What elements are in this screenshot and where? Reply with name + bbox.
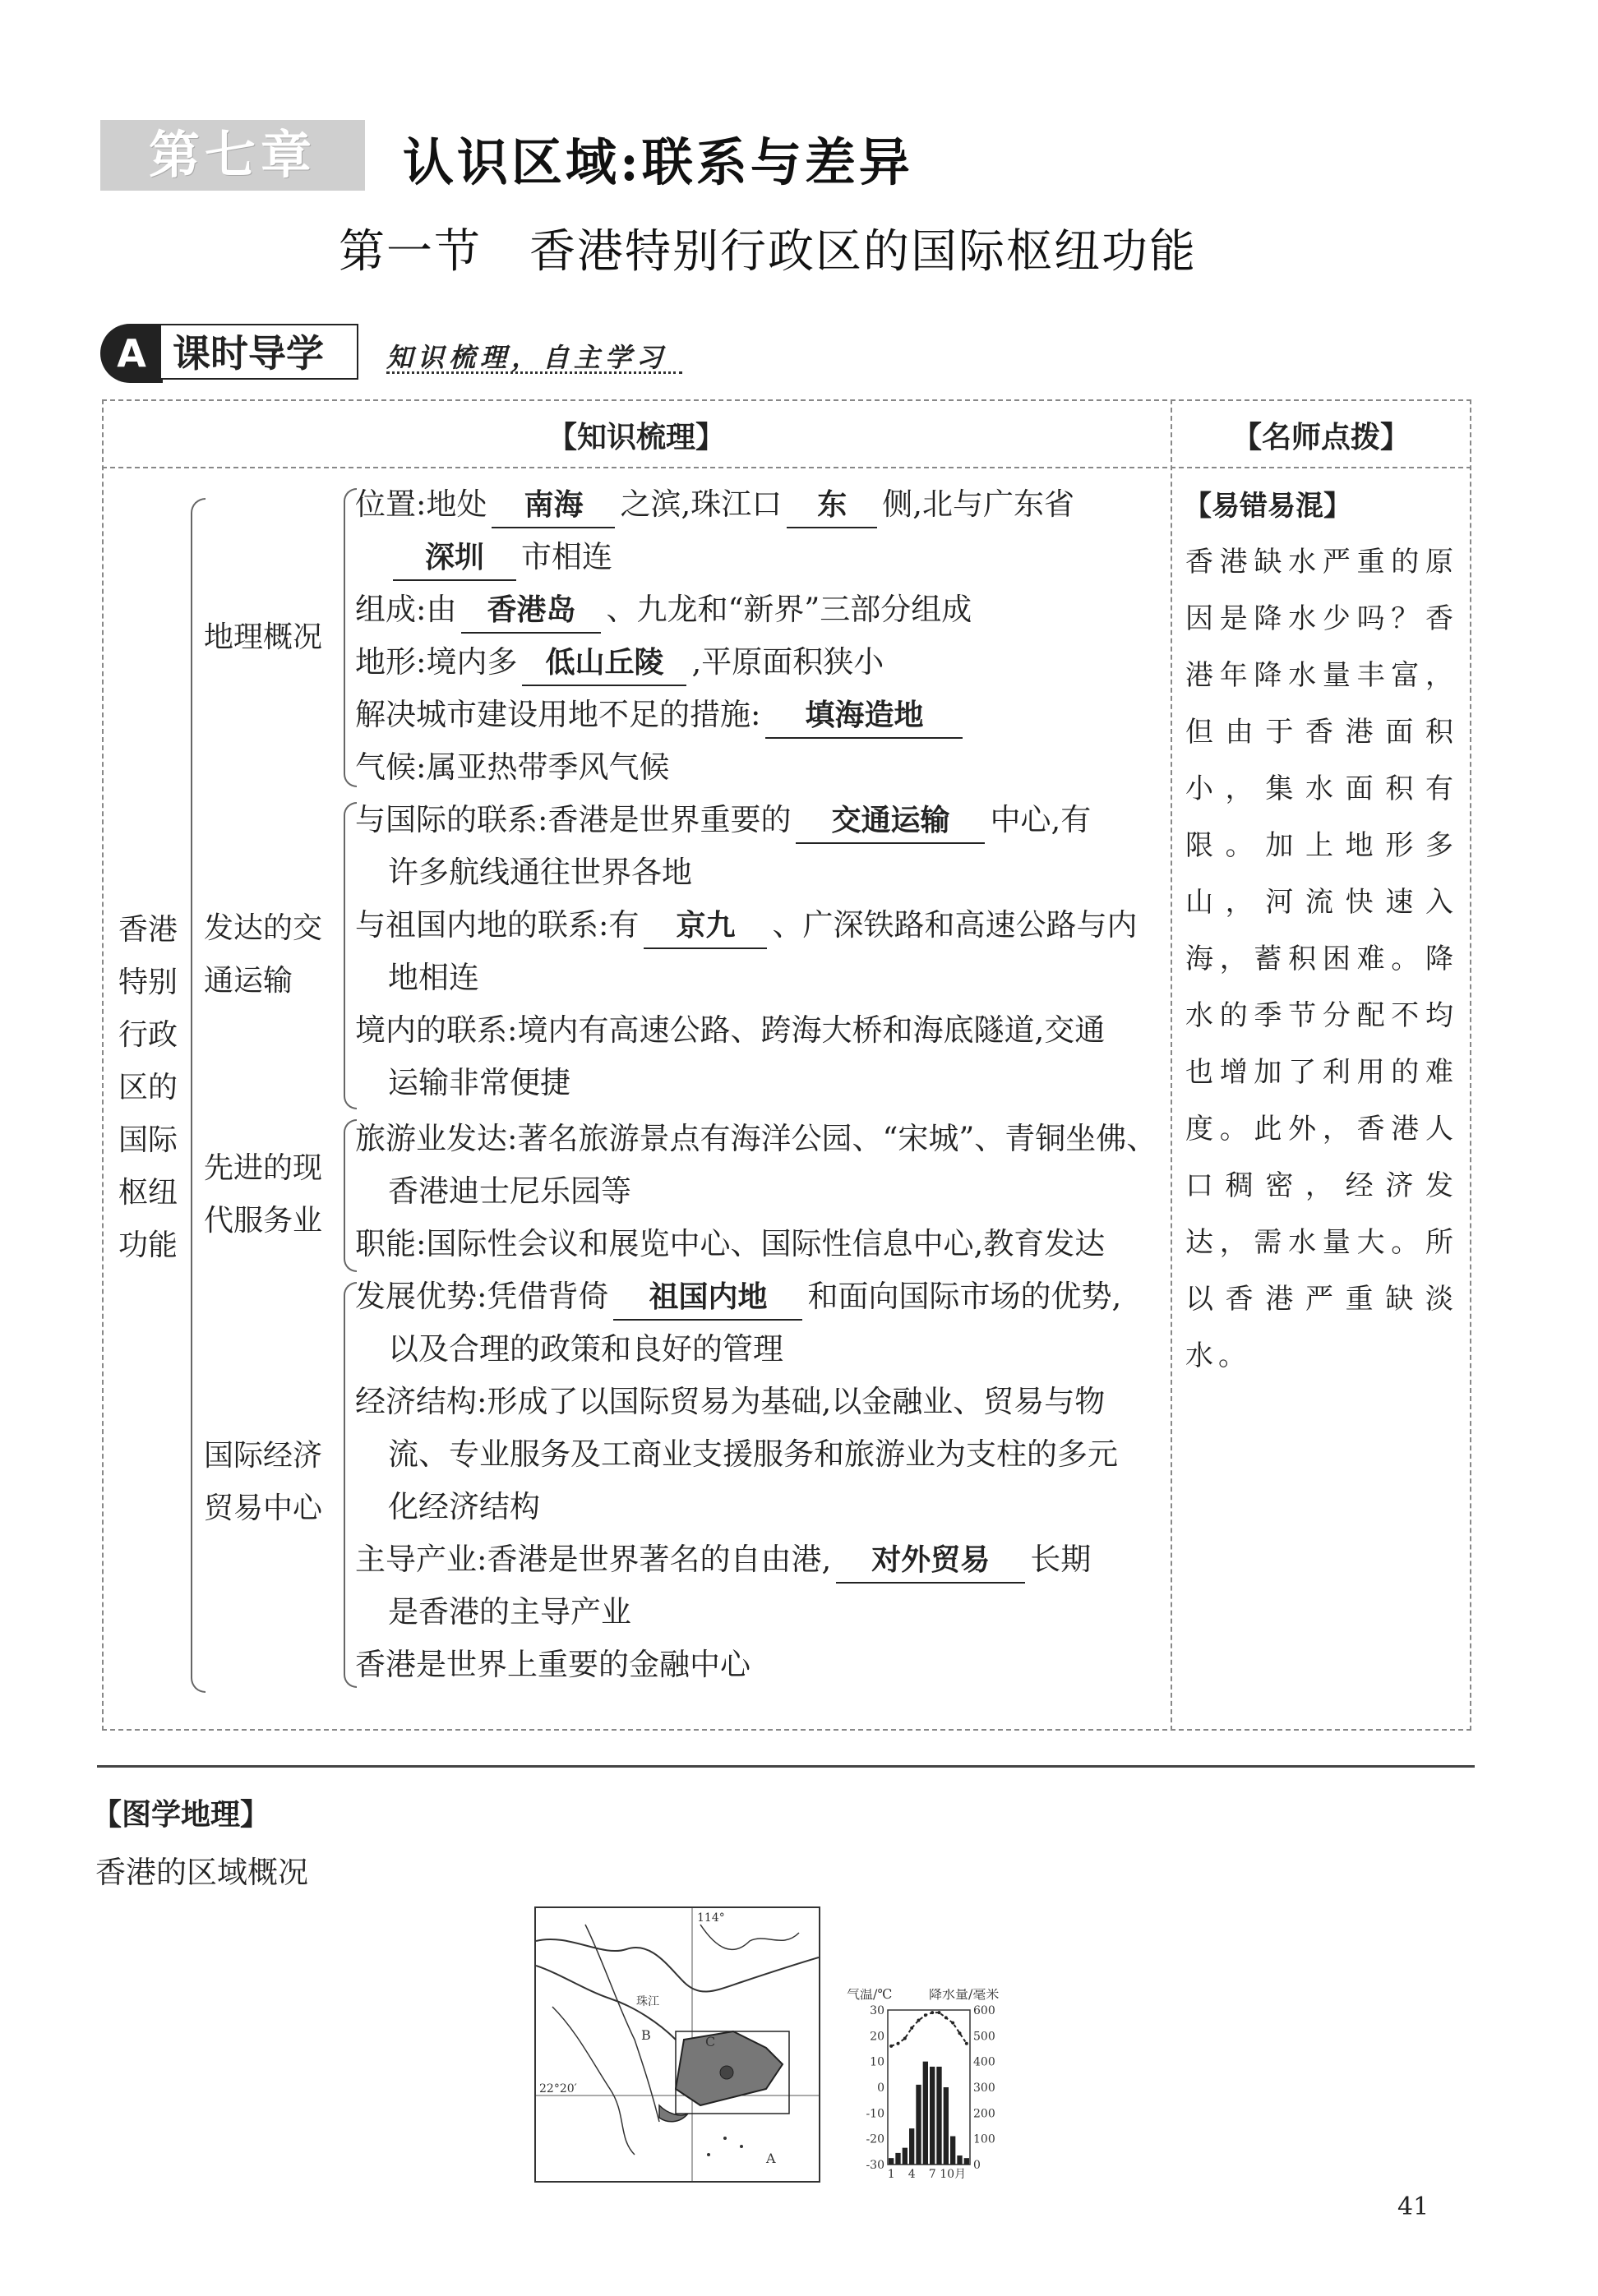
answer-blank: 京九	[644, 905, 767, 949]
map-river-label: 珠江	[636, 1995, 659, 2008]
temp-tick-label: -10	[866, 2107, 884, 2121]
answer-blank: 填海造地	[765, 694, 963, 739]
temp-axis-title: 气温/℃	[847, 1989, 893, 2002]
temperature-point	[965, 2042, 968, 2045]
table-column-divider	[1171, 399, 1172, 1731]
precip-bar	[923, 2062, 928, 2165]
group-lines-services	[355, 1113, 1157, 1270]
list-item: 化经济结构	[388, 1489, 540, 1524]
list-item: 地形:境内多 低山丘陵 ,平原面积狭小	[355, 636, 1074, 689]
precip-tick-label: 500	[973, 2030, 995, 2044]
temp-tick-label: 10	[870, 2055, 884, 2069]
climate-chart-svg	[847, 1989, 1044, 2186]
month-tick-label: 4	[908, 2168, 916, 2181]
table-header-divider	[102, 467, 1471, 468]
group-lines-transport	[355, 794, 1137, 1109]
map-drawing	[536, 1908, 819, 2181]
root-label: 香港特别行政区的国际枢纽功能	[118, 913, 178, 1262]
list-item: 与祖国内地的联系:有 京九 、广深铁路和高速公路与内	[355, 899, 1137, 952]
month-tick-label: 10月	[940, 2168, 967, 2181]
temp-tick-label: 0	[877, 2082, 884, 2095]
page-number: 41	[1397, 2192, 1429, 2221]
temperature-point	[897, 2042, 900, 2045]
list-item: 流、专业服务及工商业支援服务和旅游业为支柱的多元	[388, 1436, 1118, 1472]
answer-blank: 深圳	[393, 537, 516, 581]
temperature-point	[903, 2036, 907, 2040]
figure-heading: 【图学地理】	[92, 1797, 270, 1832]
precip-bar	[889, 2158, 894, 2165]
precip-bar	[916, 2085, 921, 2165]
group-label-services: 先进的现代服务业	[204, 1151, 323, 1238]
precip-tick-label: 400	[973, 2055, 995, 2069]
precip-bar	[957, 2155, 962, 2165]
tip-title: 【易错易混】	[1184, 490, 1351, 523]
precip-bar	[930, 2067, 935, 2165]
month-tick-label: 1	[887, 2168, 895, 2181]
list-item: 解决城市建设用地不足的措施: 填海造地	[355, 689, 1074, 741]
list-item: 以及合理的政策和良好的管理	[388, 1331, 783, 1367]
group-lines-geography	[355, 478, 1074, 794]
temperature-point	[889, 2045, 893, 2048]
list-item: 地相连	[388, 960, 479, 995]
group-label-geography: 地理概况	[204, 620, 323, 654]
precip-tick-label: 300	[973, 2082, 995, 2095]
list-item: 许多航线通往世界各地	[388, 855, 692, 890]
group-label-transport: 发达的交通运输	[204, 911, 323, 998]
precip-bar	[936, 2067, 941, 2165]
map-label-c: C	[705, 2034, 716, 2049]
plot-frame	[888, 2010, 970, 2165]
precip-tick-label: 200	[973, 2107, 995, 2121]
answer-blank: 交通运输	[796, 800, 985, 844]
answer-blank: 低山丘陵	[522, 642, 686, 686]
temperature-line	[891, 2012, 967, 2046]
temperature-point	[924, 2013, 927, 2017]
answer-blank: 南海	[492, 484, 615, 528]
list-item: 香港迪士尼乐园等	[388, 1173, 631, 1209]
section-label: 课时导学	[161, 324, 358, 380]
precip-bar	[895, 2153, 900, 2165]
precip-axis-title: 降水量/毫米	[929, 1989, 1000, 2002]
precip-tick-label: 600	[973, 2004, 995, 2017]
precip-bar	[909, 2128, 914, 2165]
chapter-title: 认识区域:联系与差异	[403, 132, 913, 192]
map-label-b: B	[641, 2027, 651, 2043]
temp-tick-label: -30	[866, 2159, 884, 2172]
list-item: 位置:地处 南海 之滨,珠江口 东 侧,北与广东省	[355, 478, 1074, 531]
temp-tick-label: 20	[870, 2030, 884, 2044]
month-tick-label: 7	[928, 2168, 936, 2181]
precip-bar	[944, 2087, 949, 2165]
section-title: 第一节 香港特别行政区的国际枢纽功能	[339, 225, 1197, 279]
list-item: 发展优势:凭借背倚 祖国内地 和面向国际市场的优势,	[355, 1270, 1121, 1323]
group-label-trade: 国际经济贸易中心	[204, 1439, 323, 1525]
section-letter-badge: A	[100, 324, 163, 383]
answer-blank: 香港岛	[461, 589, 601, 634]
list-item: 是香港的主导产业	[388, 1594, 631, 1630]
list-item: 旅游业发达:著名旅游景点有海洋公园、“宋城”、青铜坐佛、	[355, 1121, 1157, 1156]
map-longitude-label: 114°	[697, 1911, 725, 1925]
group-lines-trade	[355, 1270, 1121, 1691]
section-subtitle: 知识梳理，自主学习	[386, 342, 668, 373]
precip-bar	[950, 2137, 955, 2165]
list-item: 经济结构:形成了以国际贸易为基础,以金融业、贸易与物	[355, 1384, 1106, 1419]
temp-tick-label: -20	[866, 2132, 884, 2146]
chapter-badge: 第七章	[100, 120, 365, 191]
knowledge-header: 【知识梳理】	[547, 420, 725, 454]
figure-description: 香港的区域概况	[95, 1855, 308, 1890]
tip-body: 香港缺水严重的原因是降水少吗？香港年降水量丰富，但由于香港面积小，集水面积有限。加上地形多山，河流快速入海，蓄积困难。降水的季节分配不均也增加了利用的难度。此外，香港人口稠密，经济发达，需水量大。所以香港严重缺淡水。	[1185, 546, 1458, 1372]
temperature-point	[958, 2031, 962, 2035]
precip-bar	[903, 2148, 908, 2165]
list-item: 主导产业:香港是世界著名的自由港, 对外贸易 长期	[355, 1533, 1121, 1586]
map-latitude-label: 22°20′	[539, 2082, 577, 2095]
list-item: 组成:由 香港岛 、九龙和“新界”三部分组成	[355, 583, 1074, 636]
temperature-point	[951, 2022, 954, 2025]
precip-tick-label: 0	[973, 2159, 981, 2172]
tips-header: 【名师点拨】	[1231, 420, 1410, 454]
temperature-point	[938, 2011, 941, 2014]
hong-kong-map	[534, 1906, 820, 2183]
section-divider	[97, 1765, 1475, 1768]
subtitle-underline	[386, 371, 682, 374]
list-item: 深圳 市相连	[355, 531, 1074, 583]
temperature-point	[931, 2011, 934, 2014]
temperature-point	[917, 2019, 921, 2022]
list-item: 运输非常便捷	[388, 1065, 570, 1100]
precip-tick-label: 100	[973, 2132, 995, 2146]
temperature-point	[910, 2026, 913, 2030]
temp-tick-label: 30	[870, 2004, 884, 2017]
list-item: 职能:国际性会议和展览中心、国际性信息中心,教育发达	[355, 1226, 1106, 1261]
precip-bar	[964, 2158, 969, 2165]
list-item: 香港是世界上重要的金融中心	[355, 1647, 751, 1682]
answer-blank: 祖国内地	[613, 1276, 802, 1321]
answer-blank: 东	[787, 484, 877, 528]
temperature-point	[944, 2016, 948, 2019]
list-item: 气候:属亚热带季风气候	[355, 749, 670, 785]
list-item: 境内的联系:境内有高速公路、跨海大桥和海底隧道,交通	[355, 1012, 1106, 1048]
climate-chart	[847, 1989, 1044, 2186]
map-label-a: A	[766, 2151, 776, 2166]
list-item: 与国际的联系:香港是世界重要的 交通运输 中心,有	[355, 794, 1137, 846]
answer-blank: 对外贸易	[836, 1539, 1025, 1584]
